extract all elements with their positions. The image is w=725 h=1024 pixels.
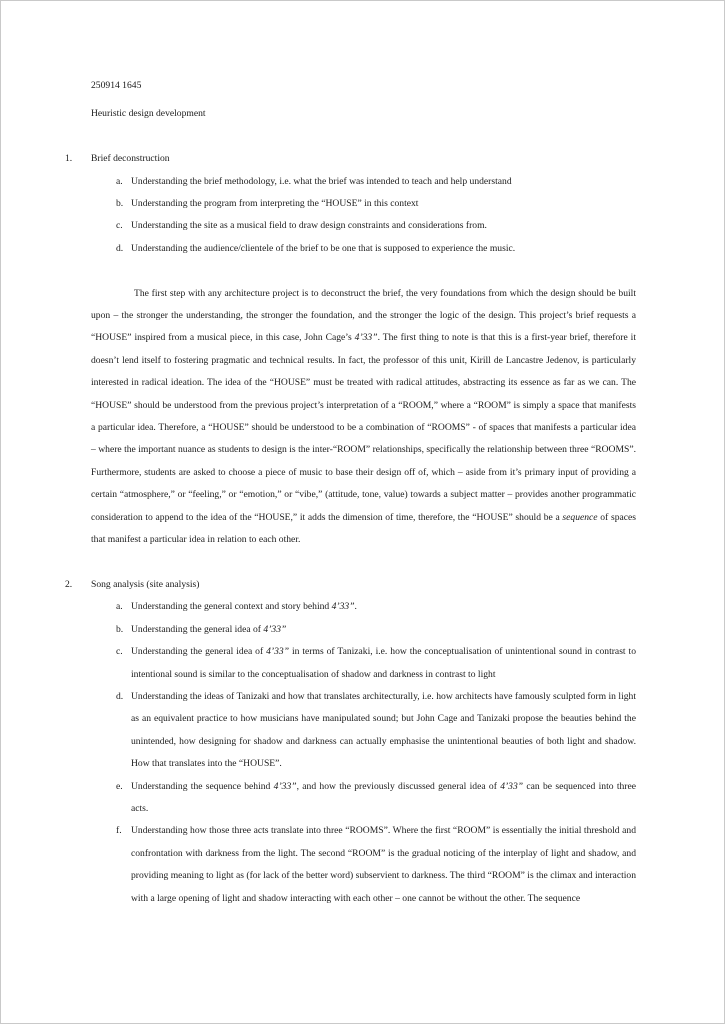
list-item <box>116 776 636 821</box>
list-item-letter: a. <box>116 601 123 613</box>
section-2-heading: Song analysis (site analysis) <box>91 578 200 590</box>
list-item <box>116 238 636 260</box>
section-brief-deconstruction <box>65 148 636 551</box>
list-item-letter: d. <box>116 242 124 254</box>
section-2-number: 2. <box>65 578 73 590</box>
list-item-text: Understanding the general context and story behind 4’33”. <box>131 601 357 613</box>
list-item-text: Understanding the program from interpreting the “HOUSE” in this context <box>131 198 419 210</box>
list-item-letter: c. <box>116 220 123 232</box>
list-item-text: Understanding how those three acts translate into three “ROOMS”. Where the first “ROOM” is essentially the initial threshold and confrontation with darkness from the light. The second “ROOM” is the gradual noticing of the interplay of light and shadow, and providing meaning to light as (for lack of the better word) subservient to darkness. The third “ROOM” is the climax and interaction with a large opening of light and shadow interacting with each other – one cannot be without the other. The sequence <box>131 825 636 904</box>
brief-deconstruction-paragraph: The first step with any architecture project is to deconstruct the brief, the very foundations from which the design should be built upon – the stronger the understanding, the stronger the foundation, and the stronger the logic of the design. This project’s brief requests a “HOUSE” inspired from a musical piece, in this case, John Cage’s 4’33”. The first thing to note is that this is a first-year brief, therefore it doesn’t lend itself to fostering pragmatic and technical results. In fact, the professor of this unit, Kirill de Lancastre Jedenov, is particularly interested in radical ideation. The idea of the “HOUSE” must be treated with radical attitudes, abstracting its essence as far as we can. The “HOUSE” should be understood from the previous project’s interpretation of a “ROOM,” where a “ROOM” is simply a space that manifests a particular idea. Therefore, a “HOUSE” should be understood to be a combination of “ROOMS” - of spaces that manifests a particular idea – where the important nuance as students to design is the inter-“ROOM” relationships, specifically the relationship between three “ROOMS”. Furthermore, students are asked to choose a piece of music to base their design off of, which – aside from it’s primary input of providing a certain “atmosphere,” or “feeling,” or “emotion,” or “vibe,” (attitude, tone, value) towards a subject matter – provides another programmatic consideration to append to the idea of the “HOUSE,” it adds the dimension of time, therefore, the “HOUSE” should be a sequence of spaces that manifest a particular idea in relation to each other. <box>91 287 636 546</box>
date-line: 250914 1645 <box>91 80 142 91</box>
list-item <box>116 686 636 776</box>
section-1-number: 1. <box>65 153 73 165</box>
list-item-text: Understanding the general idea of 4’33” <box>131 623 287 635</box>
list-item-text: Understanding the ideas of Tanizaki and how that translates architecturally, i.e. how architects have famously sculpted form in light as an equivalent practice to how musicians have manipulated sound; but John Cage and Tanizaki propose the beauties behind the unintended, how designing for shadow and darkness can actually emphasise the unintentional beauties of both light and shadow. How that translates into the “HOUSE”. <box>131 690 636 770</box>
section-2-heading-row <box>65 574 636 596</box>
list-item-letter: e. <box>116 780 123 792</box>
section-1-heading-row <box>65 148 636 170</box>
list-item-letter: b. <box>116 198 124 210</box>
list-item <box>116 619 636 641</box>
list-item <box>116 820 636 910</box>
section-song-analysis <box>65 574 636 910</box>
list-item-letter: a. <box>116 175 123 187</box>
list-item-text: Understanding the brief methodology, i.e. what the brief was intended to teach and help understand <box>131 175 512 187</box>
section-1-heading: Brief deconstruction <box>91 153 170 165</box>
list-item-text: Understanding the audience/clientele of the brief to be one that is supposed to experience the music. <box>131 242 516 254</box>
list-item <box>116 641 636 686</box>
list-item-letter: b. <box>116 623 124 635</box>
document-title: Heuristic design development <box>91 108 206 120</box>
list-item-letter: d. <box>116 690 124 702</box>
list-item-letter: f. <box>116 825 122 837</box>
list-item-text: Understanding the general idea of 4’33” in terms of Tanizaki, i.e. how the conceptualisation of unintentional sound in contrast to intentional sound is similar to the conceptualisation of shadow and darkness in contrast to light <box>131 646 636 680</box>
list-item-text: Understanding the site as a musical field to draw design constraints and considerations from. <box>131 220 487 232</box>
list-item-text: Understanding the sequence behind 4’33”, and how the previously discussed general idea of 4’33” can be sequenced into three acts. <box>131 780 636 814</box>
list-item <box>116 193 636 215</box>
list-item <box>116 596 636 618</box>
list-item <box>116 215 636 237</box>
list-item <box>116 171 636 193</box>
list-item-letter: c. <box>116 646 123 658</box>
